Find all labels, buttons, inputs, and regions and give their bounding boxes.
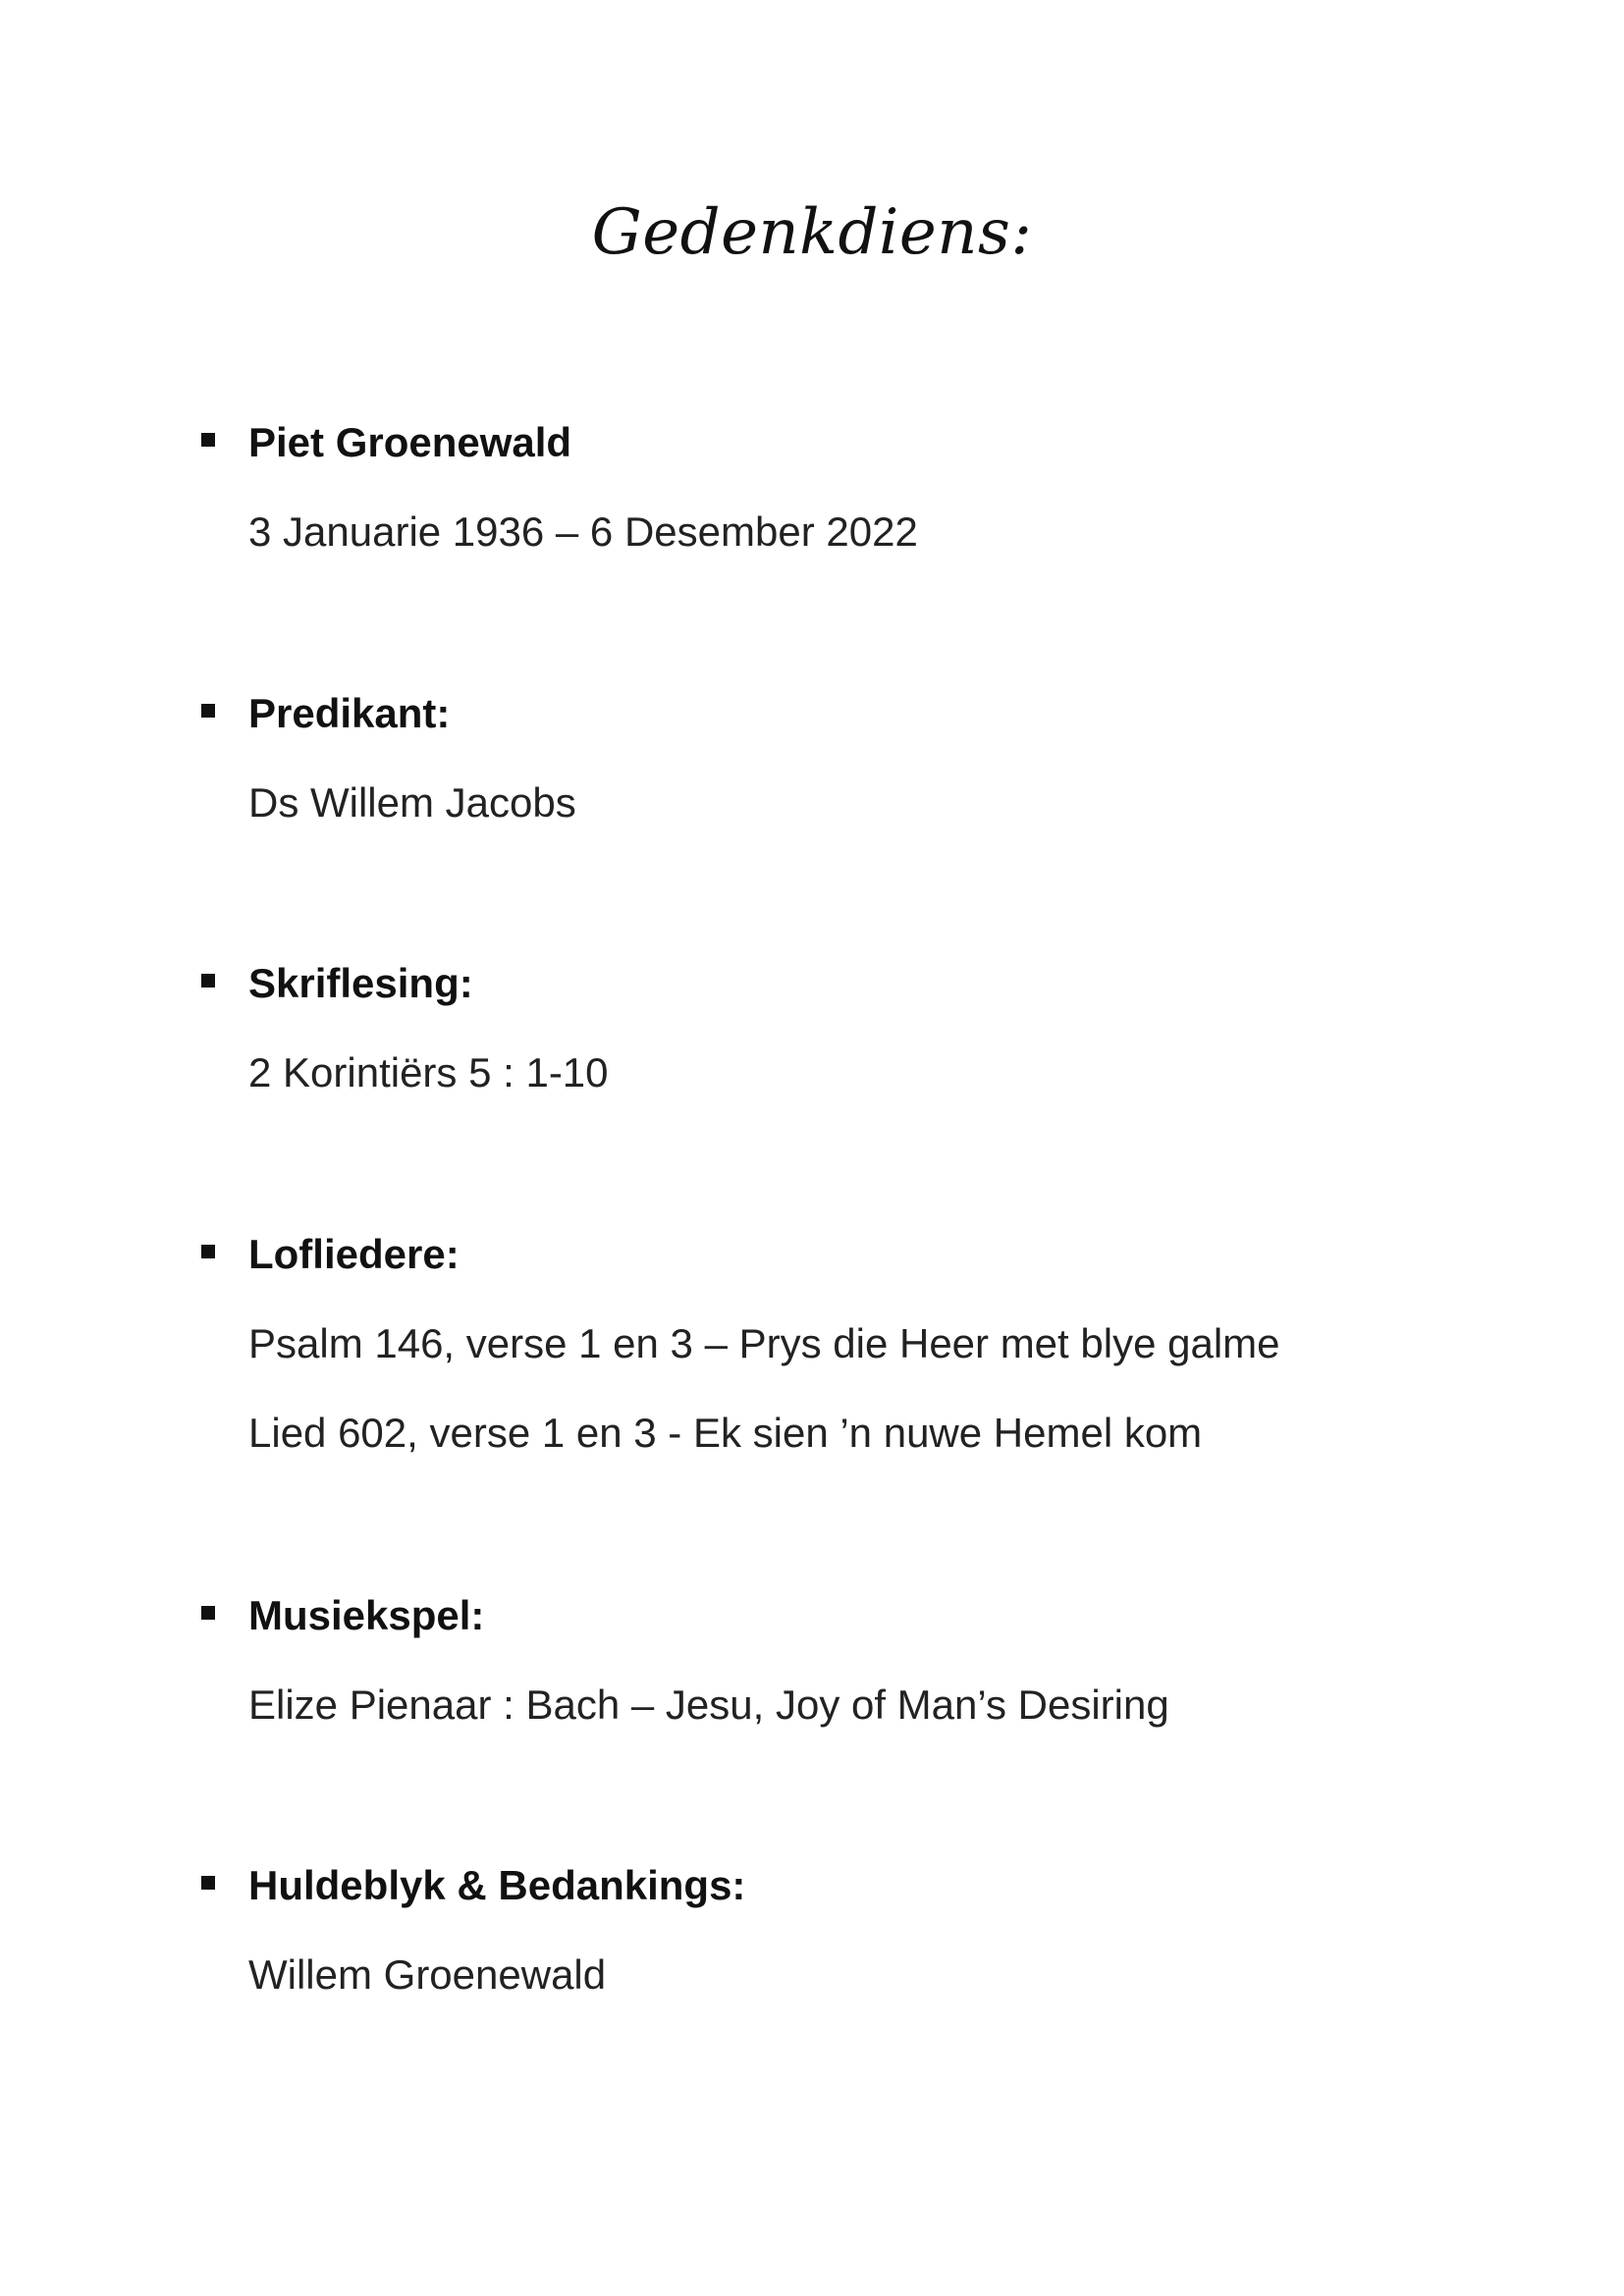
section-line: Psalm 146, verse 1 en 3 – Prys die Heer met blye galme (248, 1320, 1280, 1366)
section-line: Elize Pienaar : Bach – Jesu, Joy of Man’s Desiring (248, 1682, 1169, 1728)
section-line: Willem Groenewald (248, 1951, 607, 1998)
square-bullet-icon (201, 1606, 215, 1620)
section-heading: Lofliedere: (248, 1231, 460, 1277)
section-heading: Musiekspel: (248, 1592, 485, 1638)
section-line: 3 Januarie 1936 – 6 Desember 2022 (248, 508, 918, 555)
square-bullet-icon (201, 704, 215, 718)
section-heading: Huldeblyk & Bedankings: (248, 1862, 746, 1908)
section-heading: Predikant: (248, 690, 451, 736)
square-bullet-icon (201, 1876, 215, 1890)
section-heading: Skriflesing: (248, 960, 473, 1006)
section-line: 2 Korintiërs 5 : 1-10 (248, 1049, 609, 1095)
square-bullet-icon (201, 974, 215, 988)
section-line: Lied 602, verse 1 en 3 - Ek sien ’n nuwe Hemel kom (248, 1410, 1203, 1456)
square-bullet-icon (201, 433, 215, 447)
square-bullet-icon (201, 1245, 215, 1258)
page-title: Gedenkdiens: (591, 196, 1033, 269)
section-heading: Piet Groenewald (248, 419, 572, 465)
section-line: Ds Willem Jacobs (248, 779, 576, 826)
